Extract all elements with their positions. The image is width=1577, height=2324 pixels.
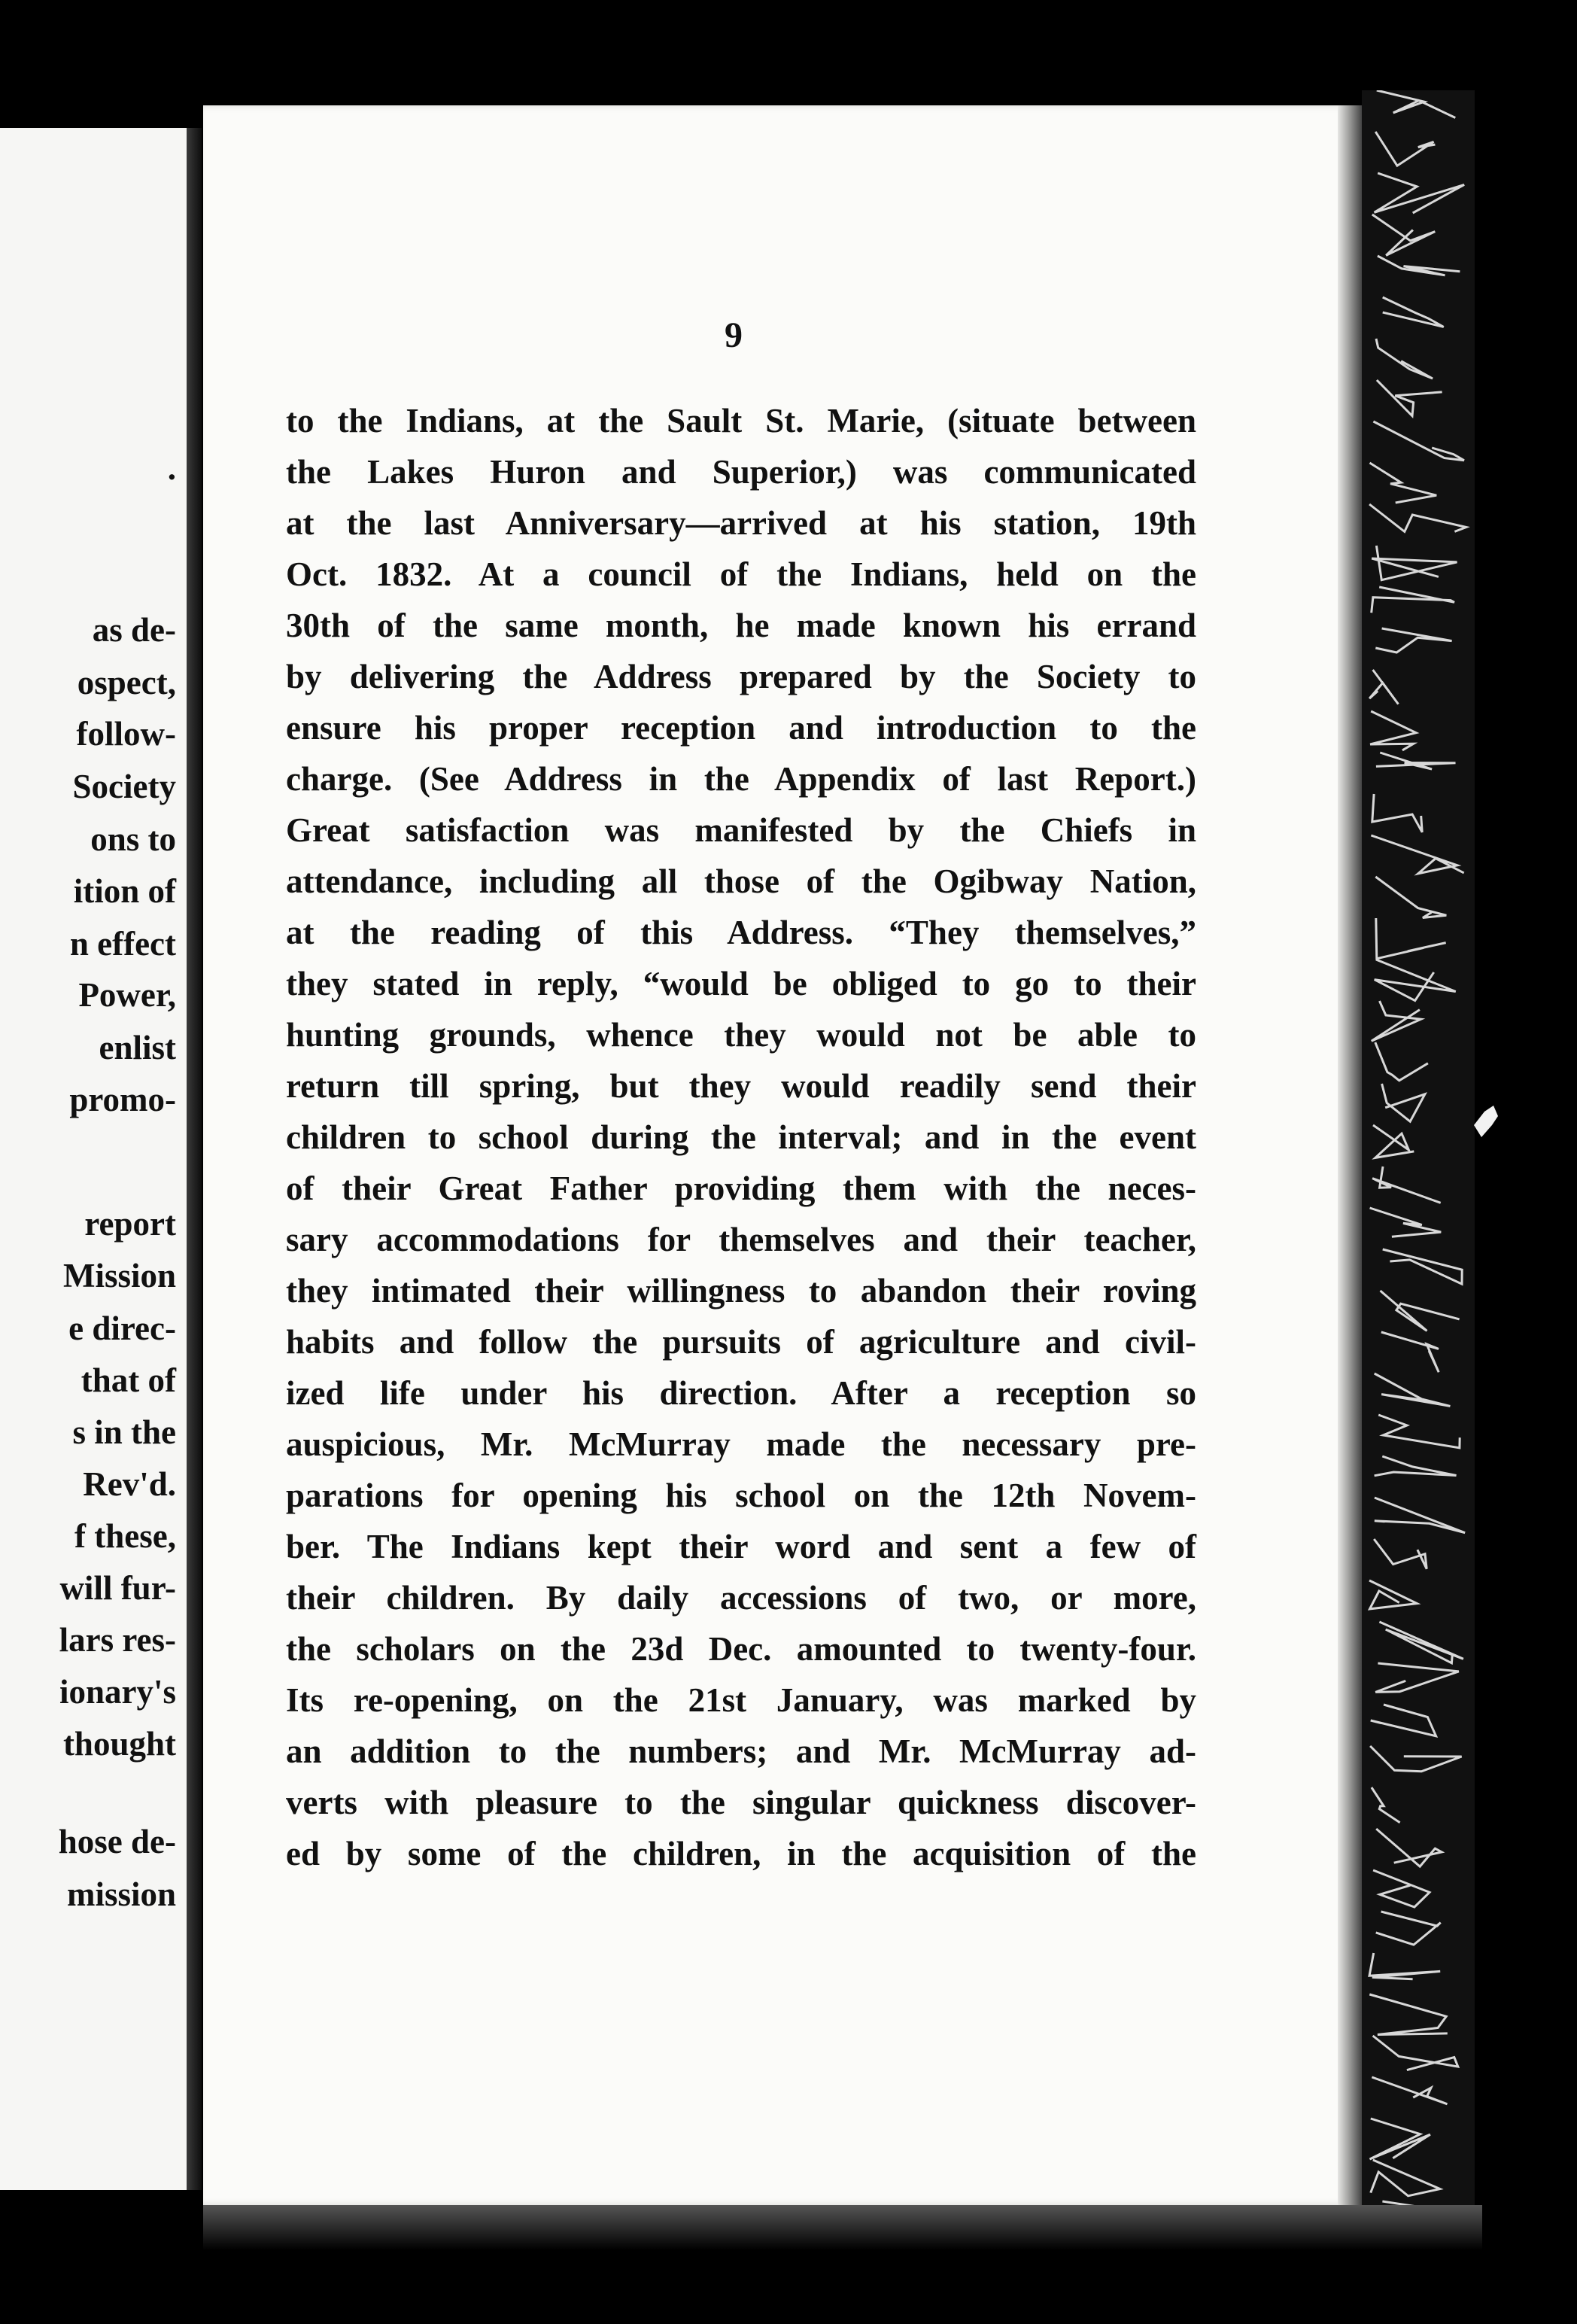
text-line: ized life under his direction. After a reception so <box>286 1374 1196 1412</box>
paper-fleck-mark <box>1471 1103 1501 1140</box>
text-line: auspicious, Mr. McMurray made the necessary pre- <box>286 1425 1196 1463</box>
text-line: they stated in reply, “would be obliged to go to their <box>286 965 1196 1002</box>
left-text-line: Society <box>72 768 176 805</box>
text-line: their children. By daily accessions of two, or more, <box>286 1579 1196 1617</box>
left-text-line: as de- <box>92 611 176 649</box>
left-text-line: mission <box>66 1875 176 1913</box>
text-line: they intimated their willingness to abandon their roving <box>286 1272 1196 1310</box>
left-text-line: ospect, <box>77 664 176 701</box>
text-line: Its re-opening, on the 21st January, was marked by <box>286 1681 1196 1719</box>
text-line: by delivering the Address prepared by the Society to <box>286 658 1196 695</box>
left-text-line: n effect <box>69 925 176 963</box>
text-line: hunting grounds, whence they would not be able to <box>286 1016 1196 1054</box>
left-text-line: f these, <box>74 1517 176 1555</box>
cover-crackle-pattern <box>1362 90 1475 2235</box>
left-text-line: follow- <box>76 715 176 753</box>
left-text-line: will fur- <box>59 1569 176 1607</box>
body-text <box>286 395 1196 1879</box>
text-line: 30th of the same month, he made known his errand <box>286 607 1196 644</box>
book-cover-edge <box>1362 90 1475 2235</box>
text-line: charge. (See Address in the Appendix of last Report.) <box>286 760 1196 798</box>
text-line: at the last Anniversary—arrived at his station, 19th <box>286 504 1196 542</box>
left-text-line: Mission <box>62 1257 176 1294</box>
text-line: ensure his proper reception and introduction to the <box>286 709 1196 747</box>
text-line: of their Great Father providing them with the neces- <box>286 1170 1196 1207</box>
left-text-line: hose de- <box>58 1823 176 1860</box>
left-text-line: Rev'd. <box>83 1465 176 1503</box>
left-text-line: report <box>84 1205 176 1243</box>
left-page-fragment <box>0 128 193 2190</box>
text-line: verts with pleasure to the singular quickness discover- <box>286 1784 1196 1821</box>
text-line: parations for opening his school on the 12th Novem- <box>286 1477 1196 1514</box>
left-text-line: ition of <box>73 872 176 910</box>
left-text-line: ionary's <box>59 1673 176 1711</box>
left-text-line: Power, <box>78 976 176 1014</box>
text-line: to the Indians, at the Sault St. Marie, (situate between <box>286 402 1196 440</box>
left-text-line: e direc- <box>68 1310 176 1347</box>
book-gutter <box>187 128 202 2190</box>
text-line: habits and follow the pursuits of agriculture and civil- <box>286 1323 1196 1361</box>
text-line: the scholars on the 23d Dec. amounted to twenty-four. <box>286 1630 1196 1668</box>
main-page <box>203 105 1362 2205</box>
text-line: ed by some of the children, in the acquisition of the <box>286 1835 1196 1872</box>
page-edge <box>1338 105 1362 2213</box>
text-line: children to school during the interval; and in the event <box>286 1118 1196 1156</box>
left-text-line: ons to <box>90 820 176 858</box>
text-line: ber. The Indians kept their word and sent a few of <box>286 1528 1196 1565</box>
text-line: attendance, including all those of the Ogibway Nation, <box>286 862 1196 900</box>
text-line: an addition to the numbers; and Mr. McMurray ad- <box>286 1732 1196 1770</box>
text-line: return till spring, but they would readily send their <box>286 1067 1196 1105</box>
left-text-line: . <box>167 449 176 487</box>
text-line: Oct. 1832. At a council of the Indians, held on the <box>286 555 1196 593</box>
left-text-line: lars res- <box>59 1621 176 1659</box>
bottom-shadow <box>203 2205 1482 2250</box>
left-text-line: that of <box>81 1361 176 1399</box>
text-line: the Lakes Huron and Superior,) was communicated <box>286 453 1196 491</box>
text-line: at the reading of this Address. “They themselves,” <box>286 914 1196 951</box>
left-text-line: thought <box>62 1725 176 1763</box>
text-line: sary accommodations for themselves and their teacher, <box>286 1221 1196 1258</box>
left-text-line: enlist <box>99 1029 176 1066</box>
page-number: 9 <box>725 315 743 355</box>
text-line: Great satisfaction was manifested by the Chiefs in <box>286 811 1196 849</box>
left-text-line: s in the <box>72 1413 176 1451</box>
left-text-line: promo- <box>69 1081 176 1118</box>
